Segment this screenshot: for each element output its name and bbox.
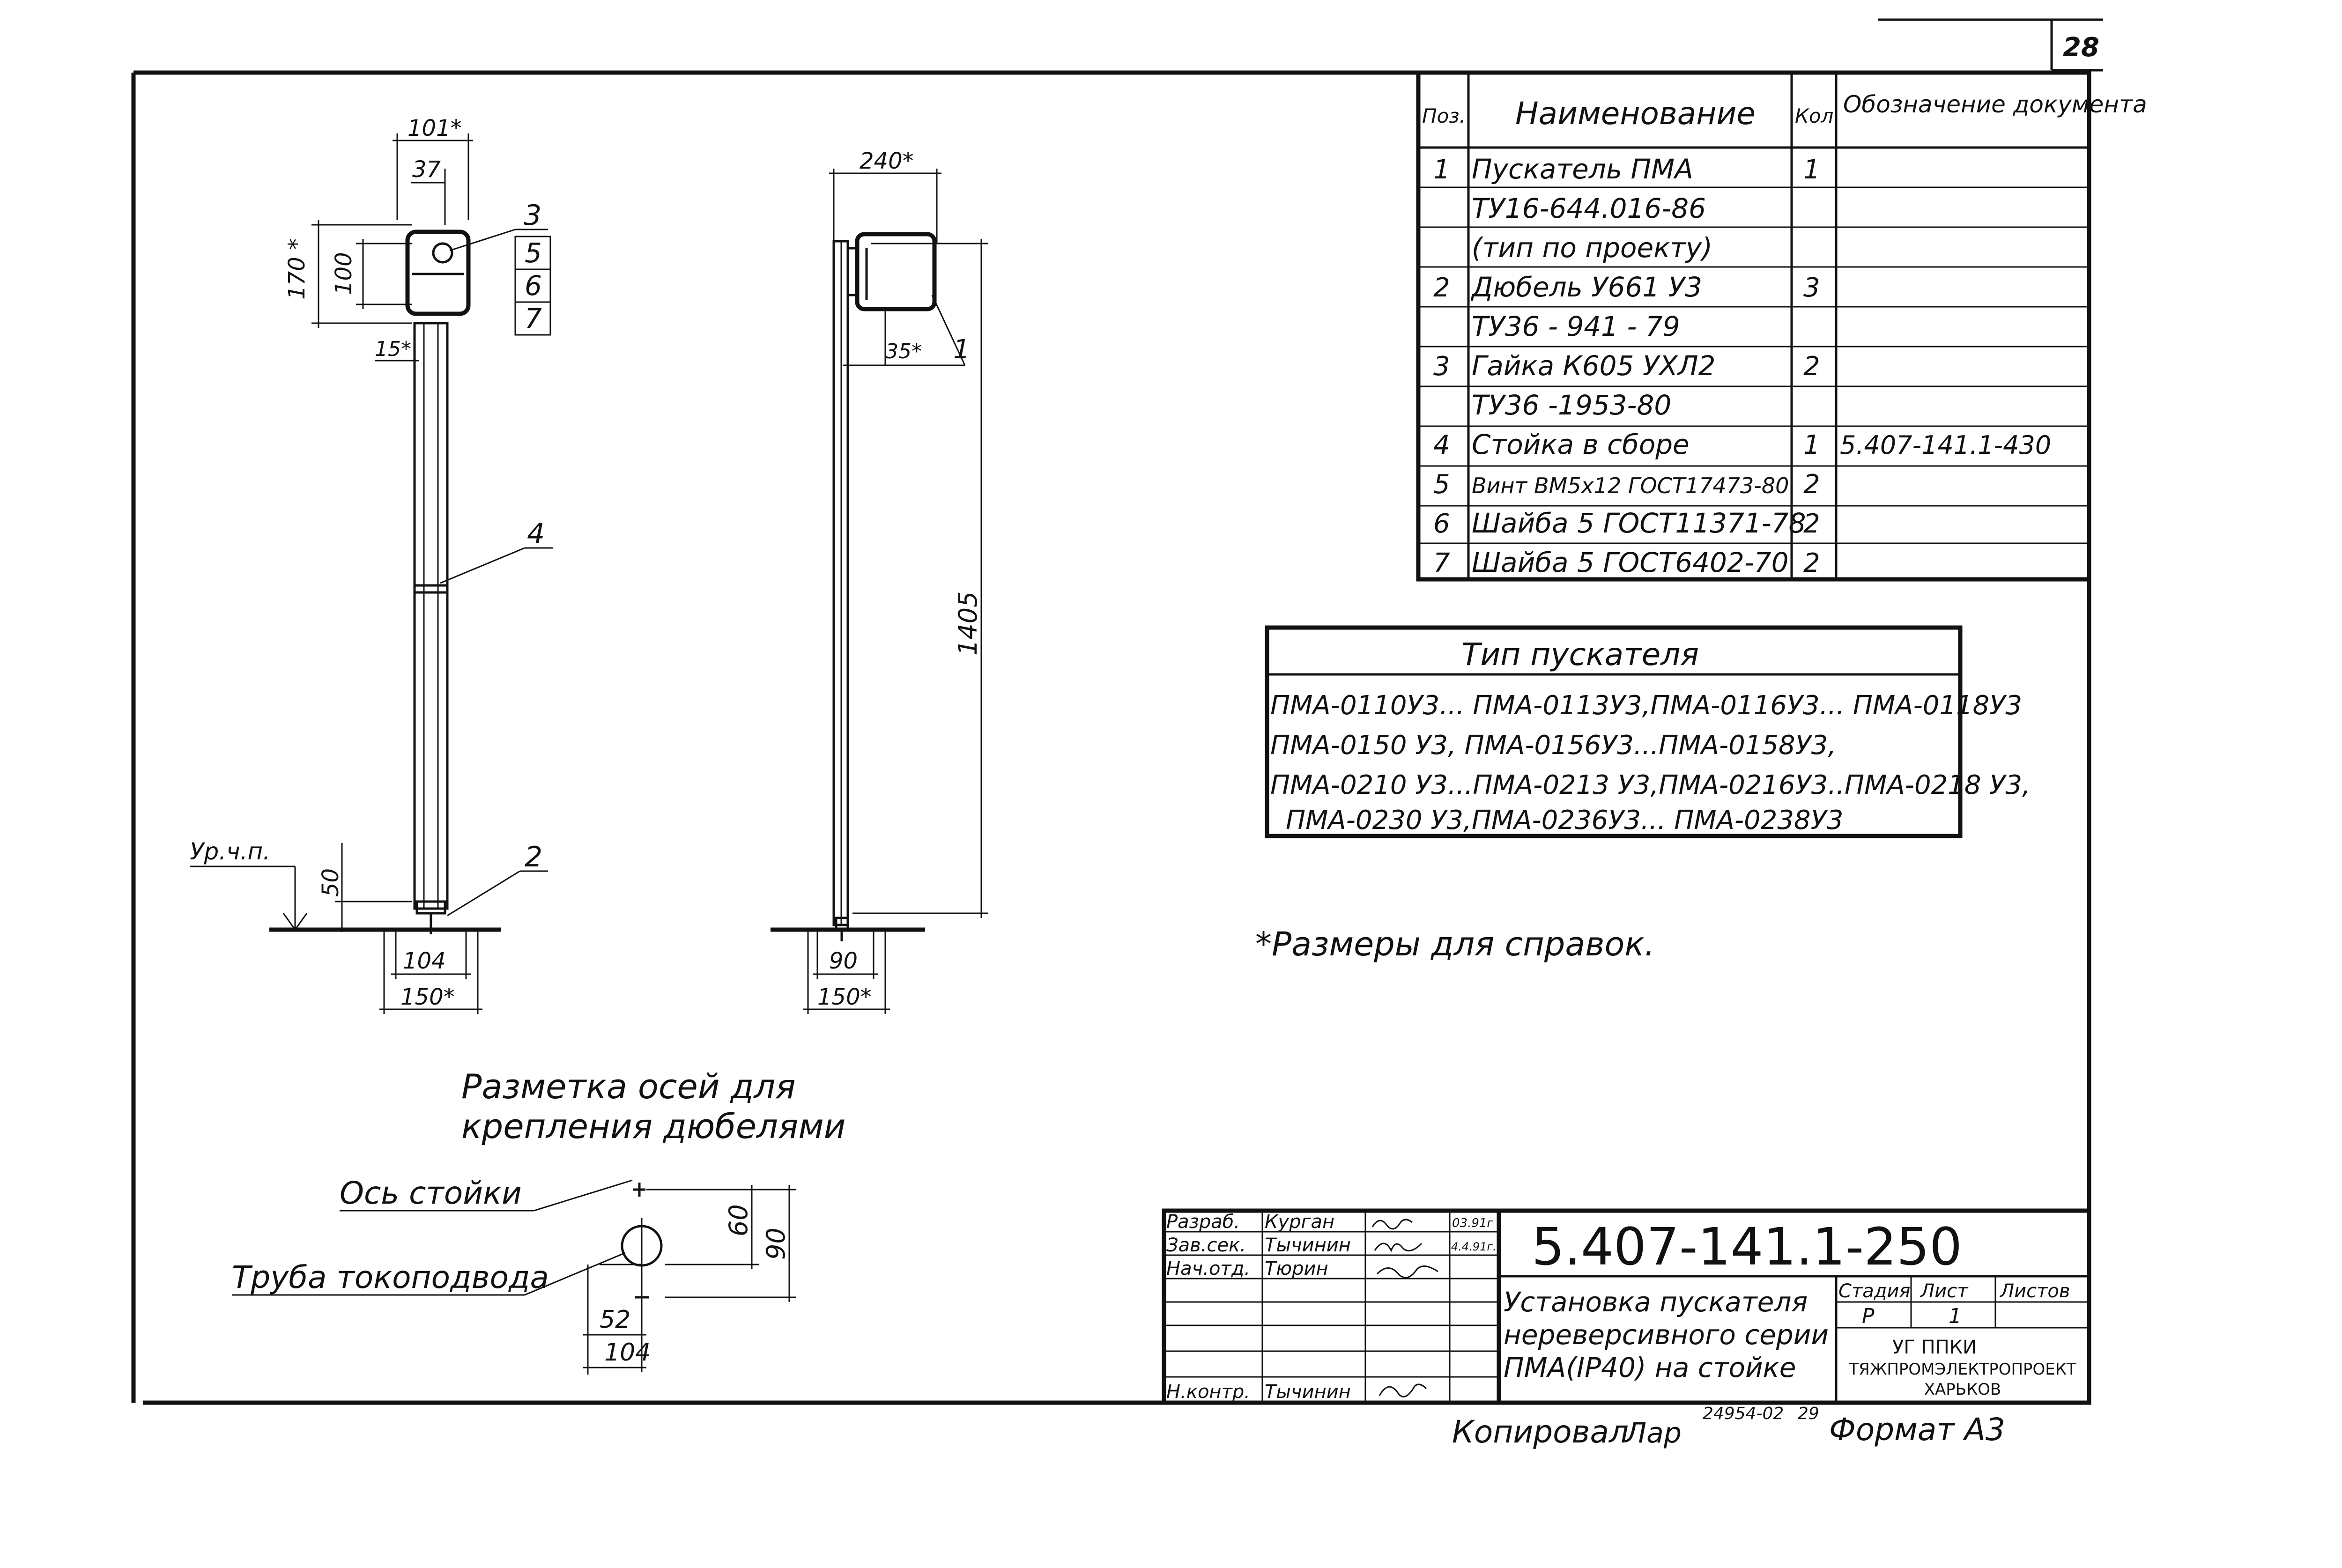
spec-header-name: Наименование: [1515, 96, 1756, 132]
callout-4: 4: [527, 518, 545, 550]
dim-100: 100: [331, 252, 357, 295]
spec-cell-pos: 2: [1433, 273, 1450, 303]
dim-90: 90: [829, 948, 858, 974]
spec-table-row: [1433, 153, 1820, 185]
spec-cell-qty: 2: [1803, 509, 1820, 539]
dim-150-side: 150*: [817, 984, 872, 1010]
title-line: нереверсивного серии: [1504, 1319, 1829, 1351]
spec-cell-name: Пускатель ПМА: [1472, 153, 1693, 185]
reference-note: *Размеры для справок.: [1255, 925, 1655, 963]
dim-50: 50: [318, 868, 344, 897]
spec-cell-qty: 3: [1803, 273, 1820, 303]
callout-2: 2: [525, 841, 543, 873]
dim-1405: 1405: [953, 591, 983, 656]
callout-3: 3: [524, 199, 542, 232]
spec-cell-name: ТУ36 - 941 - 79: [1472, 311, 1680, 342]
copied-label: Копировал: [1452, 1414, 1629, 1450]
floor-level-label: Ур.ч.п.: [190, 838, 271, 865]
title-line: Установка пускателя: [1504, 1286, 1808, 1318]
spec-cell-name: Стойка в сборе: [1472, 429, 1690, 460]
sig-role: Н.контр.: [1166, 1381, 1250, 1403]
sheet-value: 1: [1949, 1304, 1962, 1328]
side-view: [771, 148, 988, 1014]
org-line: УГ ППКИ: [1892, 1337, 1977, 1358]
org-line: ХАРЬКОВ: [1924, 1380, 2001, 1399]
starter-types-line: ПМА-0110У3... ПМА-0113У3,ПМА-0116У3... ПМА-0118У3: [1270, 690, 2023, 721]
spec-cell-name: Винт ВМ5х12 ГОСТ17473-80: [1472, 473, 1789, 498]
spec-cell-name: ТУ16-644.016-86: [1472, 192, 1706, 224]
dim-150: 150*: [400, 984, 455, 1010]
pipe-label: Труба токоподвода: [232, 1259, 549, 1295]
sheet-header: Лист: [1920, 1280, 1968, 1302]
sig-date: 4.4.91г.: [1451, 1240, 1497, 1253]
starter-types-title: Тип пускателя: [1461, 636, 1699, 673]
spec-cell-qty: 1: [1803, 430, 1820, 460]
dim-104: 104: [403, 948, 446, 974]
spec-header-doc: Обозначение документа: [1843, 91, 2147, 118]
starter-types-line: ПМА-0230 У3,ПМА-0236У3... ПМА-0238У3: [1286, 805, 1844, 836]
copied-signature: Лар: [1625, 1417, 1682, 1450]
starter-types-line: ПМА-0210 У3...ПМА-0213 У3,ПМА-0216У3..ПМА-0218 У3,: [1270, 770, 2031, 800]
spec-cell-doc: 5.407-141.1-430: [1840, 430, 2052, 460]
spec-table-row: [1472, 389, 1671, 421]
title-block: [1164, 1211, 2089, 1403]
signature-mark: [1379, 1384, 1426, 1397]
front-view: [190, 115, 553, 1014]
dim-104-marking: 104: [604, 1339, 651, 1367]
spec-table-row: [1472, 192, 1706, 224]
spec-cell-pos: 7: [1433, 548, 1450, 578]
dim-15: 15*: [375, 337, 411, 361]
spec-cell-pos: 5: [1433, 469, 1450, 500]
spec-cell-name: Дюбель У661 У3: [1472, 271, 1703, 303]
sig-role: Разраб.: [1166, 1211, 1240, 1233]
sig-name: Тычинин: [1265, 1381, 1351, 1403]
dim-170: 170 *: [284, 238, 310, 300]
format-label: Формат А3: [1829, 1412, 2005, 1448]
callout-6: 6: [525, 270, 542, 302]
copy-stamp: [1452, 1404, 2005, 1450]
spec-cell-pos: 4: [1433, 430, 1450, 460]
sig-name: Курган: [1265, 1211, 1335, 1233]
dim-60: 60: [724, 1204, 753, 1236]
page-number: 28: [2063, 32, 2099, 63]
sig-name: Тюрин: [1265, 1258, 1328, 1280]
callout-1: 1: [953, 334, 970, 365]
sig-date: 03.91г: [1452, 1216, 1494, 1230]
spec-cell-name: Гайка К605 УХЛ2: [1472, 350, 1716, 382]
sig-role: Нач.отд.: [1166, 1258, 1251, 1280]
axis-label: Ось стойки: [340, 1175, 522, 1211]
spec-table-row: [1472, 232, 1712, 264]
callout-7: 7: [525, 303, 542, 334]
spec-cell-name: ТУ36 -1953-80: [1472, 389, 1672, 421]
spec-table-row: [1433, 469, 1820, 500]
spec-table-row: [1433, 547, 1820, 578]
stage-header: Стадия: [1838, 1280, 1911, 1302]
spec-cell-name: Шайба 5 ГОСТ6402-70: [1472, 547, 1789, 578]
spec-cell-qty: 1: [1803, 155, 1820, 185]
document-code: 5.407-141.1-250: [1532, 1217, 1963, 1277]
dim-37: 37: [412, 156, 441, 183]
spec-table-rows: [1433, 153, 2051, 578]
callout-5: 5: [525, 237, 542, 269]
archive-number: 24954-02: [1703, 1404, 1784, 1423]
spec-table-row: [1433, 429, 2051, 460]
spec-cell-qty: 2: [1803, 469, 1820, 500]
stage-value: Р: [1862, 1304, 1875, 1328]
sheets-header: Листов: [2000, 1280, 2070, 1302]
spec-table-row: [1472, 311, 1680, 342]
dim-52: 52: [600, 1306, 631, 1334]
sig-name: Тычинин: [1265, 1235, 1351, 1256]
spec-header-qty: Кол.: [1795, 104, 1840, 127]
marking-title-line2: крепления дюбелями: [461, 1107, 846, 1146]
signature-mark: [1372, 1220, 1412, 1229]
spec-cell-qty: 2: [1803, 351, 1820, 382]
dim-35: 35*: [885, 340, 922, 363]
marking-title-line1: Разметка осей для: [461, 1067, 796, 1106]
sig-role: Зав.сек.: [1166, 1235, 1246, 1256]
starter-types-line: ПМА-0150 У3, ПМА-0156У3...ПМА-0158У3,: [1270, 730, 1837, 761]
page-number-tab: [1878, 20, 2103, 70]
spec-table-row: [1433, 507, 1820, 539]
spec-cell-pos: 1: [1433, 155, 1450, 185]
org-line: ТЯЖПРОМЭЛЕКТРОПРОЕКТ: [1849, 1360, 2076, 1379]
spec-table-row: [1433, 271, 1820, 303]
spec-cell-name: Шайба 5 ГОСТ11371-78: [1472, 507, 1806, 539]
spec-cell-pos: 6: [1433, 509, 1450, 539]
dim-90-marking: 90: [761, 1228, 791, 1260]
title-line: ПМА(IP40) на стойке: [1504, 1352, 1796, 1383]
marking-detail: [232, 1067, 845, 1375]
signature-mark: [1377, 1266, 1438, 1278]
dim-240: 240*: [860, 148, 914, 174]
archive-sheet: 29: [1798, 1404, 1819, 1423]
dim-101: 101*: [408, 115, 462, 141]
spec-cell-name: (тип по проекту): [1472, 232, 1712, 264]
spec-header-pos: Поз.: [1422, 104, 1466, 127]
spec-cell-pos: 3: [1433, 351, 1450, 382]
spec-cell-qty: 2: [1803, 548, 1820, 578]
starter-types-table: [1267, 628, 2031, 836]
spec-table-row: [1433, 350, 1820, 382]
signature-mark: [1375, 1243, 1422, 1251]
